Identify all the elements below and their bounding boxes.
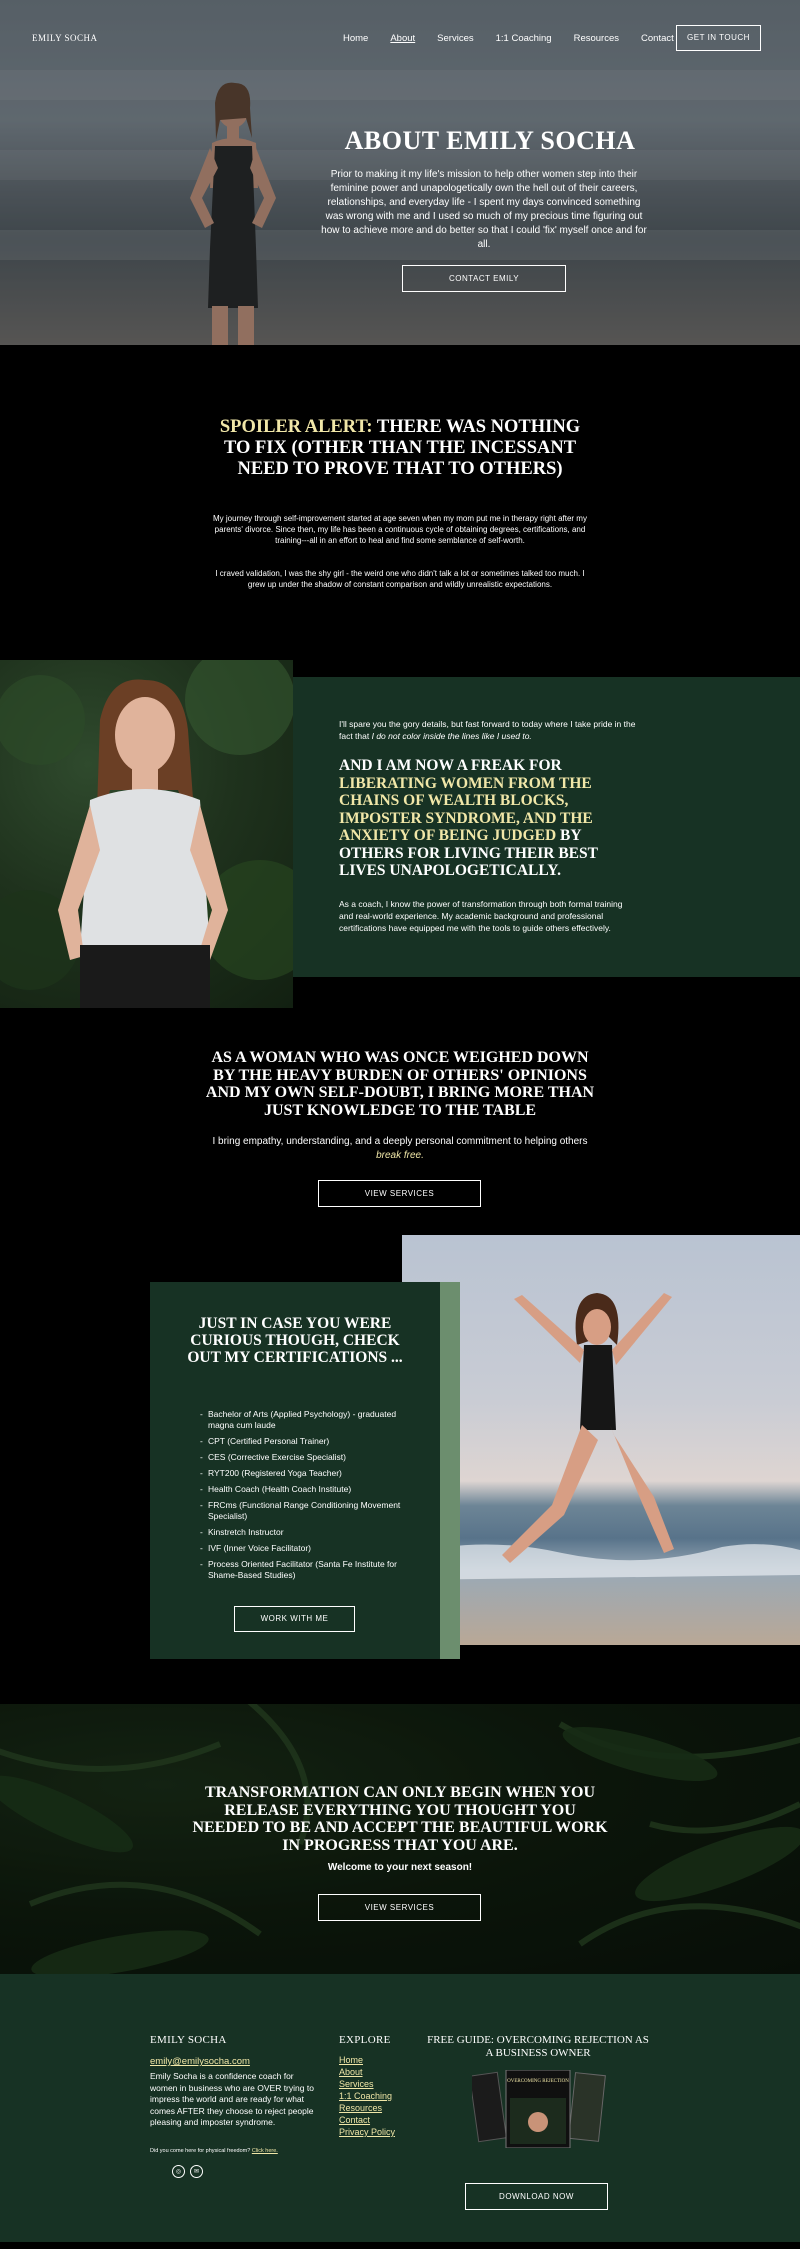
transformation-heading: TRANSFORMATION CAN ONLY BEGIN WHEN YOU RELEASE EVERYTHING YOU THOUGHT YOU NEEDED TO BE AND ACCEPT THE BEAUTIFUL WORK IN PROGRESS THAT YOU ARE.: [192, 1784, 608, 1854]
story-paragraph: As a coach, I know the power of transformation through both formal training and real-world experience. My academic background and professional certifications have equipped me with the tools to guide others effectively.: [339, 899, 623, 933]
certification-item: - CES (Corrective Exercise Specialist): [208, 1452, 403, 1463]
nav-link-contact[interactable]: Contact: [641, 33, 674, 44]
certifications-list: [208, 1409, 403, 1586]
page-title: ABOUT EMILY SOCHA: [344, 126, 636, 155]
nav-link-coaching[interactable]: 1:1 Coaching: [495, 33, 552, 44]
spoiler-heading-rest: THERE WAS NOTHING TO FIX (OTHER THAN THE INCESSANT NEED TO PROVE THAT TO OTHERS): [223, 417, 581, 479]
hero-text: Prior to making it my life's mission to help other women step into their feminine power and unapologetically own the hell out of their careers, relationships, and everyday life - I spent my days convinced something was wrong with me and I used so much of my precious time figuring out how to achieve more and do better so that I could 'fix' myself once and for all.: [321, 169, 647, 250]
footer-link-privacy[interactable]: Privacy Policy: [339, 2127, 396, 2137]
story-heading-a: AND I AM NOW A FREAK FOR: [339, 757, 562, 774]
footer-link-contact[interactable]: Contact: [339, 2115, 371, 2125]
woman-section: [0, 1008, 800, 1235]
certifications-card: [150, 1282, 440, 1659]
story-intro-text: I'll spare you the gory details, but fast forward to today where I take pride in the fact that: [339, 719, 636, 741]
emily-portrait-photo: [0, 660, 293, 1008]
site-footer: [0, 1974, 800, 2242]
certification-item: - Process Oriented Facilitator (Santa Fe Institute for Shame-Based Studies): [208, 1559, 403, 1581]
work-with-me-button[interactable]: WORK WITH ME: [234, 1606, 355, 1632]
free-guide-heading: FREE GUIDE: OVERCOMING REJECTION AS A BUSINESS OWNER: [427, 2034, 649, 2059]
guide-book-title: OVERCOMING REJECTION: [507, 2079, 569, 2084]
story-heading-accent: LIBERATING WOMEN FROM THE CHAINS OF WEALTH BLOCKS, IMPOSTER SYNDROME, AND THE ANXIETY OF BEING JUDGED: [339, 774, 593, 844]
story-heading-b: BY OTHERS FOR LIVING THEIR BEST LIVES UNAPOLOGETICALLY.: [339, 827, 598, 879]
footer-email-link[interactable]: emily@emilysocha.com: [150, 2056, 250, 2067]
footer-links: [339, 2054, 395, 2138]
spoiler-section: [0, 345, 800, 660]
certification-item: - RYT200 (Registered Yoga Teacher): [208, 1468, 403, 1479]
certification-item: - Bachelor of Arts (Applied Psychology) - graduated magna cum laude: [208, 1409, 403, 1431]
footer-brand: EMILY SOCHA: [150, 2034, 227, 2046]
footer-link-home[interactable]: Home: [339, 2055, 364, 2065]
footer-click-here-link[interactable]: Click here.: [251, 2148, 278, 2154]
email-icon[interactable]: ✉: [190, 2165, 203, 2178]
footer-link-about[interactable]: About: [339, 2067, 363, 2077]
story-card: [293, 677, 800, 977]
footer-link-services[interactable]: Services: [339, 2079, 374, 2089]
certification-item: - Health Coach (Health Coach Institute): [208, 1484, 403, 1495]
transformation-subheading: Welcome to your next season!: [327, 1862, 473, 1873]
footer-small-text: [150, 2148, 350, 2154]
spoiler-paragraph-2: I craved validation, I was the shy girl - the weird one who didn't talk a lot or sometimes talked too much. I grew up under the shadow of constant comparison and wildly unrealistic expectations.: [215, 569, 585, 589]
nav-link-resources[interactable]: Resources: [573, 33, 620, 44]
certification-item: - Kinstretch Instructor: [208, 1527, 403, 1538]
certification-item: - CPT (Certified Personal Trainer): [208, 1436, 403, 1447]
story-section: [0, 660, 800, 1008]
emily-beach-jump-photo: [402, 1235, 800, 1645]
nav-link-about[interactable]: About: [390, 33, 416, 44]
spoiler-accent: SPOILER ALERT:: [219, 417, 373, 437]
social-icons: [172, 2165, 203, 2178]
download-now-button[interactable]: DOWNLOAD NOW: [465, 2183, 608, 2210]
certifications-heading: JUST IN CASE YOU WERE CURIOUS THOUGH, CHECK OUT MY CERTIFICATIONS ...: [187, 1315, 403, 1366]
footer-link-resources[interactable]: Resources: [339, 2103, 383, 2113]
footer-description: Emily Socha is a confidence coach for women in business who are OVER trying to impress the world and are ready for what comes AFTER they choose to reject people pleasing and imposter syndrome.: [150, 2071, 314, 2127]
get-in-touch-button[interactable]: GET IN TOUCH: [676, 25, 761, 51]
footer-explore-heading: EXPLORE: [339, 2034, 391, 2046]
certifications-accent-bar: [438, 1282, 460, 1659]
transformation-section: [0, 1704, 800, 1974]
instagram-icon[interactable]: ◎: [172, 2165, 185, 2178]
contact-emily-button[interactable]: CONTACT EMILY: [402, 265, 566, 292]
story-intro: [339, 718, 649, 742]
spoiler-heading: [205, 417, 595, 480]
woman-paragraph-text: I bring empathy, understanding, and a deeply personal commitment to helping others: [212, 1136, 588, 1147]
nav-link-services[interactable]: Services: [437, 33, 474, 44]
certification-item: - FRCms (Functional Range Conditioning Movement Specialist): [208, 1500, 403, 1522]
view-services-button-2[interactable]: VIEW SERVICES: [318, 1894, 481, 1921]
hero-section: [0, 0, 800, 345]
woman-paragraph-emphasis: break free.: [376, 1150, 424, 1161]
woman-heading: AS A WOMAN WHO WAS ONCE WEIGHED DOWN BY THE HEAVY BURDEN OF OTHERS' OPINIONS AND MY OWN SELF-DOUBT, I BRING MORE THAN JUST KNOWLEDGE TO THE TABLE: [205, 1049, 595, 1119]
nav-link-home[interactable]: Home: [343, 33, 369, 44]
guide-book-mockup: [472, 2070, 606, 2148]
footer-small-text-a: Did you come here for physical freedom?: [150, 2148, 252, 2154]
certifications-section: [0, 1235, 800, 1704]
nav-links: [343, 33, 696, 44]
footer-link-coaching[interactable]: 1:1 Coaching: [339, 2091, 393, 2101]
story-heading: [339, 757, 629, 880]
main-nav: [0, 25, 800, 55]
certification-item: - IVF (Inner Voice Facilitator): [208, 1543, 403, 1554]
spoiler-paragraph-1: My journey through self-improvement started at age seven when my mom put me in therapy right after my parents' divorce. Since then, my life has been a continuous cycle of obtaining degrees, certifications, and training---all in an effort to heal and find some semblance of self-worth.: [213, 514, 587, 545]
woman-paragraph: [210, 1135, 590, 1163]
site-logo[interactable]: EMILY SOCHA: [32, 33, 98, 43]
story-intro-emphasis: I do not color inside the lines like I used to.: [371, 731, 532, 741]
view-services-button[interactable]: VIEW SERVICES: [318, 1180, 481, 1207]
